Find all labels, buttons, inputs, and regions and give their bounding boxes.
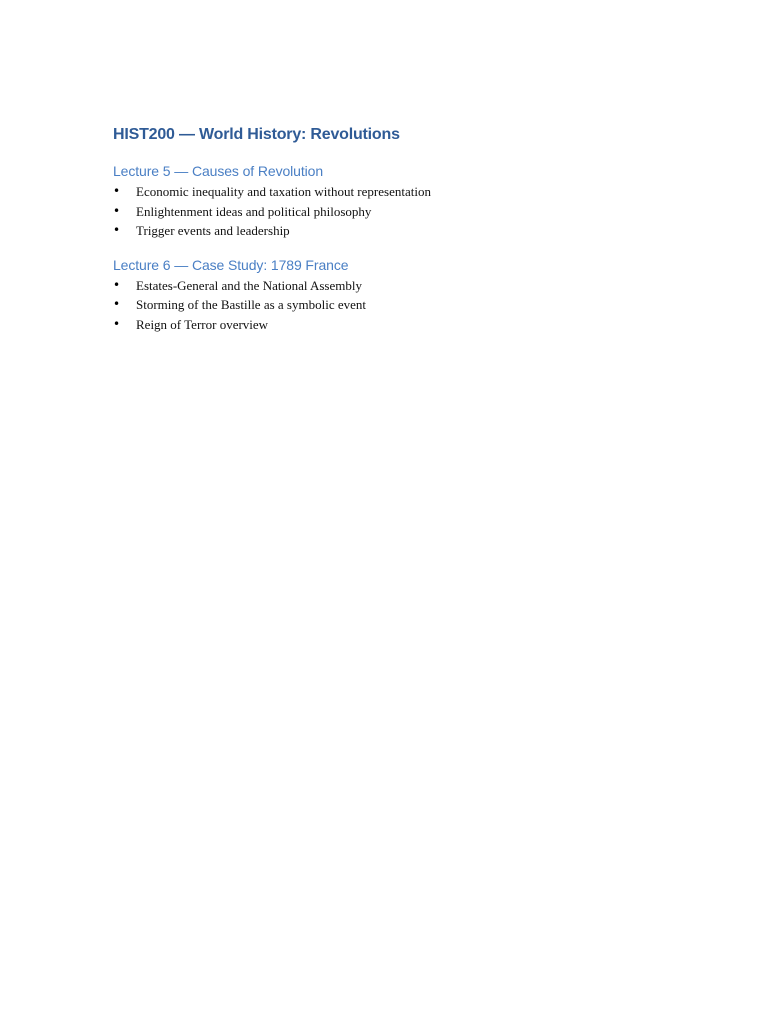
bullet-icon: • xyxy=(113,184,121,198)
list-item xyxy=(113,221,673,241)
list-item-text: Trigger events and leadership xyxy=(136,223,290,238)
section-lecture-5 xyxy=(113,161,673,241)
list-item-text: Estates-General and the National Assembly xyxy=(136,277,362,293)
list-item-text: Enlightenment ideas and political philosophy xyxy=(136,203,372,219)
bullet-icon: • xyxy=(113,223,121,237)
bullet-icon: • xyxy=(113,316,121,331)
list-item xyxy=(113,315,673,335)
list-item xyxy=(113,182,673,202)
list-item xyxy=(113,202,673,222)
bullet-list xyxy=(113,276,673,335)
document-body xyxy=(113,124,673,334)
bullet-icon: • xyxy=(113,297,121,311)
section-heading: Lecture 6 — Case Study: 1789 France xyxy=(113,256,349,273)
list-item-text: Economic inequality and taxation without representation xyxy=(136,184,431,199)
document-title: HIST200 — World History: Revolutions xyxy=(113,126,400,143)
list-item xyxy=(113,276,673,296)
section-lecture-6 xyxy=(113,255,673,335)
bullet-icon: • xyxy=(113,277,121,292)
bullet-list xyxy=(113,182,673,241)
list-item-text: Reign of Terror overview xyxy=(136,316,269,332)
section-heading: Lecture 5 — Causes of Revolution xyxy=(113,163,324,179)
bullet-icon: • xyxy=(113,203,121,218)
list-item-text: Storming of the Bastille as a symbolic event xyxy=(136,297,366,312)
list-item xyxy=(113,295,673,315)
